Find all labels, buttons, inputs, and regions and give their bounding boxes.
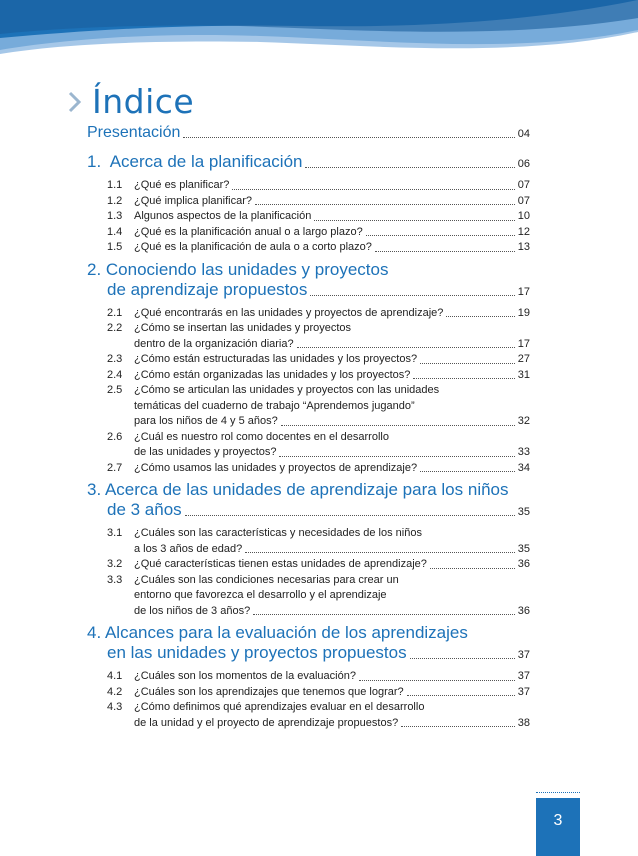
toc-item[interactable]: 1.3 Algunos aspectos de la planificación 10: [107, 210, 530, 222]
toc-item-line[interactable]: 3.3 ¿Cuáles son las condiciones necesarias para crear un: [107, 573, 399, 586]
toc-item[interactable]: 2.3 ¿Cómo están estructuradas las unidades y los proyectos? 27: [107, 353, 530, 365]
page-number: 3: [536, 798, 580, 856]
toc-item[interactable]: de los niños de 3 años? 36: [134, 604, 530, 617]
toc-item[interactable]: 2.7 ¿Cómo usamos las unidades y proyectos de aprendizaje? 34: [107, 461, 530, 474]
toc-item[interactable]: 2.4 ¿Cómo están organizadas las unidades y los proyectos? 31: [107, 368, 530, 381]
toc-entry-presentacion[interactable]: Presentación 04: [87, 124, 530, 141]
chevron-right-icon: [64, 87, 86, 117]
toc-item-line[interactable]: 4.3 ¿Cómo definimos qué aprendizajes evaluar en el desarrollo: [107, 701, 425, 713]
toc-item[interactable]: dentro de la organización diaria? 17: [134, 337, 530, 350]
toc-section-3-line1[interactable]: 3. Acerca de las unidades de aprendizaje para los niños: [87, 480, 509, 499]
toc-item[interactable]: a los 3 años de edad? 35: [134, 542, 530, 555]
toc-item[interactable]: 2.1 ¿Qué encontrarás en las unidades y proyectos de aprendizaje? 19: [107, 306, 530, 319]
page-number-divider: [536, 792, 580, 793]
table-of-contents: [87, 124, 530, 731]
toc-item-line[interactable]: 2.6 ¿Cuál es nuestro rol como docentes en el desarrollo: [107, 430, 389, 443]
toc-section-1[interactable]: 1. Acerca de la planificación 06: [87, 152, 530, 171]
toc-section-3[interactable]: de 3 años 35: [107, 500, 530, 519]
toc-item[interactable]: 4.2 ¿Cuáles son los aprendizajes que tenemos que lograr? 37: [107, 685, 530, 698]
toc-item-line[interactable]: 2.2 ¿Cómo se insertan las unidades y proyectos: [107, 322, 352, 334]
toc-item[interactable]: 4.1 ¿Cuáles son los momentos de la evaluación? 37: [107, 670, 530, 682]
toc-item[interactable]: 1.5 ¿Qué es la planificación de aula o a corto plazo? 13: [107, 241, 530, 253]
toc-item[interactable]: 1.4 ¿Qué es la planificación anual o a largo plazo? 12: [107, 225, 530, 238]
toc-section-4-line1[interactable]: 4. Alcances para la evaluación de los aprendizajes: [87, 623, 468, 642]
toc-item[interactable]: de las unidades y proyectos? 33: [134, 446, 530, 458]
toc-item-line[interactable]: 2.5 ¿Cómo se articulan las unidades y proyectos con las unidades: [107, 384, 440, 396]
toc-section-4[interactable]: en las unidades y proyectos propuestos 37: [107, 643, 530, 662]
toc-item-line[interactable]: entorno que favorezca el desarrollo y el aprendizaje: [134, 589, 387, 601]
title-block: [64, 82, 194, 121]
toc-section-2[interactable]: de aprendizaje propuestos 17: [107, 279, 530, 299]
toc-item[interactable]: 3.2 ¿Qué características tienen estas unidades de aprendizaje? 36: [107, 558, 530, 570]
toc-item-line[interactable]: temáticas del cuaderno de trabajo “Aprendemos jugando”: [134, 399, 415, 412]
toc-item[interactable]: 1.1 ¿Qué es planificar? 07: [107, 179, 530, 191]
toc-section-2-line1[interactable]: 2. Conociendo las unidades y proyectos: [87, 259, 389, 279]
toc-item[interactable]: de la unidad y el proyecto de aprendizaje propuestos? 38: [134, 716, 530, 729]
toc-item[interactable]: para los niños de 4 y 5 años? 32: [134, 415, 530, 427]
toc-item[interactable]: 1.2 ¿Qué implica planificar? 07: [107, 194, 530, 207]
header-wave-band: [0, 0, 638, 80]
page-title: Índice: [92, 82, 195, 121]
toc-item-line[interactable]: 3.1 ¿Cuáles son las características y necesidades de los niños: [107, 527, 422, 539]
